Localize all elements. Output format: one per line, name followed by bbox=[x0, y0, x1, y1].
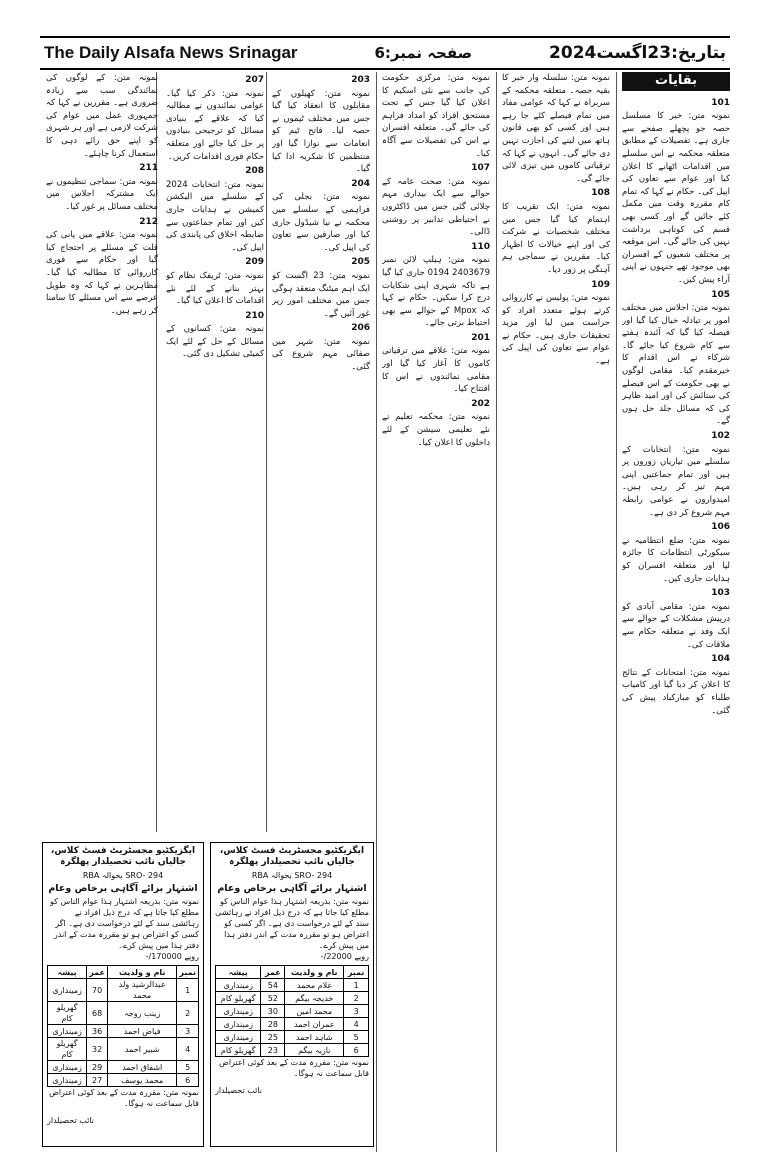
table-cell: 23 bbox=[261, 1044, 285, 1057]
table-cell: شاہد احمد bbox=[285, 1031, 344, 1044]
article-text: نمونہ متن: کے لوگوں کی نمائندگی سب سے زیادہ ضروری ہے۔ مقررین نے کہا کہ جمہوری عمل میں عوام کی شرکت لازمی ہے اور ہر شہری کو اپنے حق رائے دہی کا استعمال کرنا چاہئے۔ bbox=[46, 73, 158, 159]
table-cell: 2 bbox=[177, 1002, 199, 1025]
public-notice bbox=[210, 842, 374, 1147]
table-cell: 6 bbox=[344, 1044, 369, 1057]
table-cell: گھریلو کام bbox=[216, 992, 261, 1005]
article-text: نمونہ متن: سماجی تنظیموں نے ایک مشترکہ اجلاس میں مختلف مسائل پر غور کیا۔ bbox=[46, 176, 158, 212]
article-text: نمونہ متن: ذکر کیا گیا۔ عوامی نمائندوں نے مطالبہ کیا کہ علاقے کے بنیادی مسائل کو ترجیحی بنیادوں پر حل کیا جائے اور متعلقہ حکام فوری اقدامات کریں۔ bbox=[166, 88, 264, 162]
article-text: نمونہ متن: شہر میں صفائی مہم شروع کی گئی۔ bbox=[272, 336, 370, 373]
table-row bbox=[216, 1044, 369, 1057]
article-text: نمونہ متن: ایک تقریب کا اہتمام کیا گیا جس میں مختلف شخصیات نے شرکت کی اور اپنے خیالات کا اظہار کیا۔ مقررین نے سماجی ہم آہنگی پر زور دیا۔ bbox=[502, 201, 610, 275]
article-text: نمونہ متن: مقامی آبادی کو درپیش مشکلات کے حوالے سے ایک وفد نے متعلقہ حکام سے ملاقات کی۔ bbox=[622, 601, 730, 650]
masthead bbox=[40, 36, 730, 70]
table-header-cell: عمر bbox=[87, 966, 108, 979]
notice-footer: نمونہ متن: مقررہ مدت کے بعد کوئی اعتراض قابل سماعت نہ ہوگا۔ bbox=[219, 1058, 369, 1078]
article-number: 210 bbox=[245, 310, 264, 321]
column-divider bbox=[266, 72, 267, 832]
table-cell: 25 bbox=[261, 1031, 285, 1044]
article-number: 212 bbox=[139, 216, 158, 227]
table-header-cell: نمبر bbox=[344, 966, 369, 979]
table-header-cell: نام و ولدیت bbox=[108, 966, 177, 979]
article-text: نمونہ متن: ٹریفک نظام کو بہتر بنانے کے لئے نئے اقدامات کا اعلان کیا گیا۔ bbox=[166, 270, 264, 307]
table-cell: زمینداری bbox=[216, 1018, 261, 1031]
article-text: نمونہ متن: انتخابات کے سلسلے میں تیاریاں زوروں پر ہیں اور تمام جماعتیں اپنی مہم تیز کر رہی ہیں۔ امیدواروں نے عوامی رابطہ مہم شروع کر دی ہے۔ bbox=[622, 444, 730, 518]
table-cell: 70 bbox=[87, 979, 108, 1002]
table-cell: نازیہ بیگم bbox=[285, 1044, 344, 1057]
table-header-cell: نام و ولدیت bbox=[285, 966, 344, 979]
article-text: نمونہ متن: کھیلوں کے مقابلوں کا انعقاد کیا گیا جس میں مختلف ٹیموں نے حصہ لیا۔ فاتح ٹیم کو انعامات سے نوازا گیا اور منتظمین کا شکریہ ادا کیا گیا۔ bbox=[272, 88, 370, 175]
table-cell: 30 bbox=[261, 1005, 285, 1018]
notice-reference: SRO- 294 بحوالہ RBA bbox=[251, 871, 333, 880]
table-cell: اشفاق احمد bbox=[108, 1061, 177, 1074]
table-cell: 29 bbox=[87, 1061, 108, 1074]
table-cell: 36 bbox=[87, 1025, 108, 1038]
table-cell: زمینداری bbox=[216, 1005, 261, 1018]
table-row bbox=[48, 1061, 199, 1074]
article-text: نمونہ متن: خبر کا مسلسل حصہ جو پچھلے صفحے سے جاری ہے۔ تفصیلات کے مطابق متعلقہ محکمہ نے اس سلسلے میں اقدامات اٹھانے کا اعلان کیا اور عوام سے تعاون کی اپیل کی۔ حکام نے کہا کہ تمام کام مقررہ وقت میں مکمل کئے جائیں گے اور کسی بھی قسم کی کوتاہی برداشت نہیں کی جائے گی۔ اس موقعہ پر مختلف شعبوں کے افسران بھی موجود تھے جنہوں نے اپنی آراء پیش کیں۔ bbox=[622, 111, 730, 285]
notice-amount: روپے 170000/- bbox=[145, 952, 199, 961]
notice-title: ایگزیکٹیو مجسٹریٹ فسٹ کلاس، جالیاں نائب تحصیلدار پھلگرہ bbox=[50, 846, 196, 867]
table-cell: 52 bbox=[261, 992, 285, 1005]
article-number: 211 bbox=[139, 163, 158, 174]
article-text: نمونہ متن: امتحانات کے نتائج کا اعلان کر دیا گیا اور کامیاب طلباء کو مبارکباد پیش کی گئی۔ bbox=[622, 667, 730, 716]
article-number: 108 bbox=[591, 188, 610, 199]
table-cell: 27 bbox=[87, 1074, 108, 1087]
table-cell: 3 bbox=[177, 1025, 199, 1038]
article-number: 101 bbox=[711, 97, 730, 108]
table-cell: 54 bbox=[261, 979, 285, 992]
columns-area bbox=[40, 72, 730, 1152]
table-cell: محمد امین bbox=[285, 1005, 344, 1018]
article-number: 203 bbox=[351, 75, 370, 85]
article-number: 109 bbox=[591, 279, 610, 290]
article-number: 202 bbox=[471, 398, 490, 409]
table-cell: 3 bbox=[344, 1005, 369, 1018]
article-number: 110 bbox=[471, 241, 490, 252]
table-cell: 2 bbox=[344, 992, 369, 1005]
notice-table bbox=[47, 965, 199, 1087]
table-row bbox=[216, 1018, 369, 1031]
table-cell: 4 bbox=[177, 1038, 199, 1061]
notice-signature: نائب تحصیلدار bbox=[47, 1116, 94, 1125]
table-cell: 32 bbox=[87, 1038, 108, 1061]
article-text: نمونہ متن: صحت عامہ کے حوالے سے ایک بیداری مہم چلائی گئی جس میں ڈاکٹروں نے احتیاطی تدابیر پر روشنی ڈالی۔ bbox=[382, 176, 490, 238]
notice-table bbox=[215, 965, 369, 1057]
article-text: نمونہ متن: کسانوں کے مسائل کے حل کے لئے ایک کمیٹی تشکیل دی گئی۔ bbox=[166, 324, 264, 360]
table-row bbox=[48, 1074, 199, 1087]
public-notice bbox=[42, 842, 204, 1147]
issue-date: بتاریخ:23اگست2024 bbox=[549, 43, 726, 63]
table-cell: 5 bbox=[177, 1061, 199, 1074]
table-row bbox=[48, 1025, 199, 1038]
paper-name: The Daily Alsafa News Srinagar bbox=[44, 43, 298, 62]
article-number: 208 bbox=[245, 166, 264, 177]
page-number: صفحہ نمبر:6 bbox=[374, 44, 473, 62]
table-cell: زمینداری bbox=[48, 1061, 87, 1074]
column-5 bbox=[166, 72, 264, 832]
table-row bbox=[216, 979, 369, 992]
column-4 bbox=[272, 72, 370, 832]
notice-heading: اشتہار برائے آگاہی برخاص وعام bbox=[217, 883, 367, 894]
article-text: نمونہ متن: پولیس نے کارروائی کرتے ہوئے متعدد افراد کو حراست میں لیا اور مزید تحقیقات جاری ہیں۔ حکام نے عوام سے تعاون کی اپیل کی ہے۔ bbox=[502, 293, 610, 367]
table-cell: 1 bbox=[344, 979, 369, 992]
table-cell: 28 bbox=[261, 1018, 285, 1031]
article-number: 105 bbox=[711, 289, 730, 300]
table-cell: زمینداری bbox=[216, 979, 261, 992]
table-cell: خدیجہ بیگم bbox=[285, 992, 344, 1005]
article-text: نمونہ متن: بجلی کی فراہمی کے سلسلے میں محکمہ نے نیا شیڈول جاری کیا اور صارفین سے تعاون کی اپیل کی۔ bbox=[272, 192, 370, 253]
article-number: 207 bbox=[245, 75, 264, 85]
table-cell: زمینداری bbox=[48, 979, 87, 1002]
notice-body: نمونہ متن: بذریعہ اشتہار ہذا عوام الناس کو مطلع کیا جاتا ہے کہ درج ذیل افراد نے رہائشی سند کے لئے درخواست دی ہے۔ اگر کسی کو اعتراض ہو تو مقررہ مدت کے اندر دفتر ہذا میں پیش کرے۔ bbox=[50, 897, 199, 950]
table-header-cell: نمبر bbox=[177, 966, 199, 979]
table-cell: فیاض احمد bbox=[108, 1025, 177, 1038]
notice-signature: نائب تحصیلدار bbox=[215, 1086, 262, 1095]
table-header-cell: پیشہ bbox=[216, 966, 261, 979]
table-cell: محمد یوسف bbox=[108, 1074, 177, 1087]
table-cell: گھریلو کام bbox=[48, 1038, 87, 1061]
table-row bbox=[48, 1002, 199, 1025]
column-divider bbox=[616, 72, 617, 1152]
notice-footer: نمونہ متن: مقررہ مدت کے بعد کوئی اعتراض قابل سماعت نہ ہوگا۔ bbox=[49, 1088, 199, 1108]
article-number: 205 bbox=[351, 257, 370, 268]
article-number: 206 bbox=[351, 323, 370, 334]
article-text: نمونہ متن: مرکزی حکومت کی جانب سے نئی اسکیم کا اعلان کیا گیا جس کے تحت مستحق افراد کو امداد فراہم کی جائے گی۔ متعلقہ افسران نے اس کی تفصیلات سے آگاہ کیا۔ bbox=[382, 73, 490, 159]
article-number: 104 bbox=[711, 654, 730, 665]
article-text: نمونہ متن: علاقے میں ترقیاتی کاموں کا آغاز کیا گیا اور مقامی نمائندوں نے اس کا افتتاح کیا۔ bbox=[382, 346, 490, 395]
notice-body: نمونہ متن: بذریعہ اشتہار ہذا عوام الناس کو مطلع کیا جاتا ہے کہ درج ذیل افراد نے رہائشی سند کے لئے درخواست دی ہے۔ اگر کسی کو اعتراض ہو تو مقررہ مدت کے اندر دفتر ہذا میں پیش کرے۔ bbox=[215, 897, 369, 950]
table-cell: گھریلو کام bbox=[48, 1002, 87, 1025]
column-3 bbox=[382, 72, 490, 1152]
article-text: نمونہ متن: ہیلپ لائن نمبر 2403679 0194 جاری کیا گیا ہے تاکہ شہری اپنی شکایات درج کرا سکیں۔ حکام نے کہا کہ Mpox کے حوالے سے بھی احتیاط برتی جائے۔ bbox=[382, 255, 490, 329]
table-cell: زمینداری bbox=[48, 1025, 87, 1038]
article-number: 106 bbox=[711, 522, 730, 533]
article-text: نمونہ متن: محکمہ تعلیم نے نئے تعلیمی سیشن کے لئے داخلوں کا اعلان کیا۔ bbox=[382, 412, 490, 448]
article-text: نمونہ متن: علاقے میں پانی کی قلت کے مسئلے پر احتجاج کیا گیا اور حکام سے فوری کارروائی کا مطالبہ کیا گیا۔ مظاہرین نے کہا کہ وہ طویل عرصے سے اس مسئلے کا سامنا کر رہے ہیں۔ bbox=[46, 230, 158, 316]
section-badge: بقایات bbox=[622, 72, 730, 91]
column-divider bbox=[496, 72, 497, 1152]
table-header-cell: عمر bbox=[261, 966, 285, 979]
table-cell: 1 bbox=[177, 979, 199, 1002]
notice-heading: اشتہار برائے آگاہی برخاص وعام bbox=[48, 883, 198, 894]
article-number: 204 bbox=[351, 178, 370, 189]
article-text: نمونہ متن: ضلع انتظامیہ نے سیکورٹی انتظامات کا جائزہ لیا اور متعلقہ افسران کو ہدایات جاری کیں۔ bbox=[622, 535, 730, 584]
column-1 bbox=[622, 72, 730, 1152]
article-text: نمونہ متن: انتخابات 2024 کے سلسلے میں الیکشن کمیشن نے ہدایات جاری کیں اور تمام جماعتوں سے ضابطہ اخلاق کی پابندی کی اپیل کی۔ bbox=[166, 179, 264, 253]
column-2 bbox=[502, 72, 610, 1152]
column-divider bbox=[376, 72, 377, 1152]
notice-title: ایگزیکٹیو مجسٹریٹ فسٹ کلاس، جالیاں نائب تحصیلدار پھلگرہ bbox=[219, 846, 365, 867]
article-number: 103 bbox=[711, 588, 730, 599]
table-cell: زینب زوجہ bbox=[108, 1002, 177, 1025]
table-row bbox=[48, 979, 199, 1002]
table-row bbox=[216, 1031, 369, 1044]
article-text: نمونہ متن: سلسلہ وار خبر کا بقیہ حصہ۔ متعلقہ محکمہ کے سربراہ نے کہا کہ عوامی مفاد میں تمام فیصلے کئے جا رہے ہیں اور کسی کو بھی قانون ہاتھ میں لینے کی اجازت نہیں دی جائے گی۔ انہوں نے کہا کہ ترقیاتی کاموں میں تیزی لائی جائے گی۔ bbox=[502, 73, 610, 184]
table-cell: 68 bbox=[87, 1002, 108, 1025]
table-cell: 5 bbox=[344, 1031, 369, 1044]
table-cell: 6 bbox=[177, 1074, 199, 1087]
table-cell: زمینداری bbox=[48, 1074, 87, 1087]
table-cell: عمران احمد bbox=[285, 1018, 344, 1031]
article-number: 209 bbox=[245, 257, 264, 268]
table-cell: گھریلو کام bbox=[216, 1044, 261, 1057]
article-text: نمونہ متن: 23 اگست کو ایک اہم میٹنگ منعقد ہوگی جس میں مختلف امور زیر غور آئیں گے۔ bbox=[272, 270, 370, 319]
article-text: نمونہ متن: اجلاس میں مختلف امور پر تبادلہ خیال کیا گیا اور فیصلہ کیا گیا کہ آئندہ ہفتے سے کام شروع کیا جائے گا۔ شرکاء نے اس اقدام کا خیرمقدم کیا۔ مقامی لوگوں نے بھی حکومت کے اس فیصلے کی ستائش کی اور امید ظاہر کی کہ مسائل جلد حل ہوں گے۔ bbox=[622, 303, 730, 427]
table-row bbox=[216, 992, 369, 1005]
article-number: 107 bbox=[471, 163, 490, 174]
table-cell: شبیر احمد bbox=[108, 1038, 177, 1061]
table-row bbox=[48, 1038, 199, 1061]
table-header-cell: پیشہ bbox=[48, 966, 87, 979]
table-cell: عبدالرشید ولد محمد bbox=[108, 979, 177, 1002]
article-number: 102 bbox=[711, 431, 730, 442]
table-row bbox=[216, 1005, 369, 1018]
notice-amount: روپے 22000/- bbox=[320, 952, 369, 961]
notice-reference: SRO- 294 بحوالہ RBA bbox=[82, 871, 164, 880]
table-cell: زمینداری bbox=[216, 1031, 261, 1044]
article-number: 201 bbox=[471, 332, 490, 343]
table-cell: غلام محمد bbox=[285, 979, 344, 992]
column-6 bbox=[46, 72, 158, 832]
table-cell: 4 bbox=[344, 1018, 369, 1031]
